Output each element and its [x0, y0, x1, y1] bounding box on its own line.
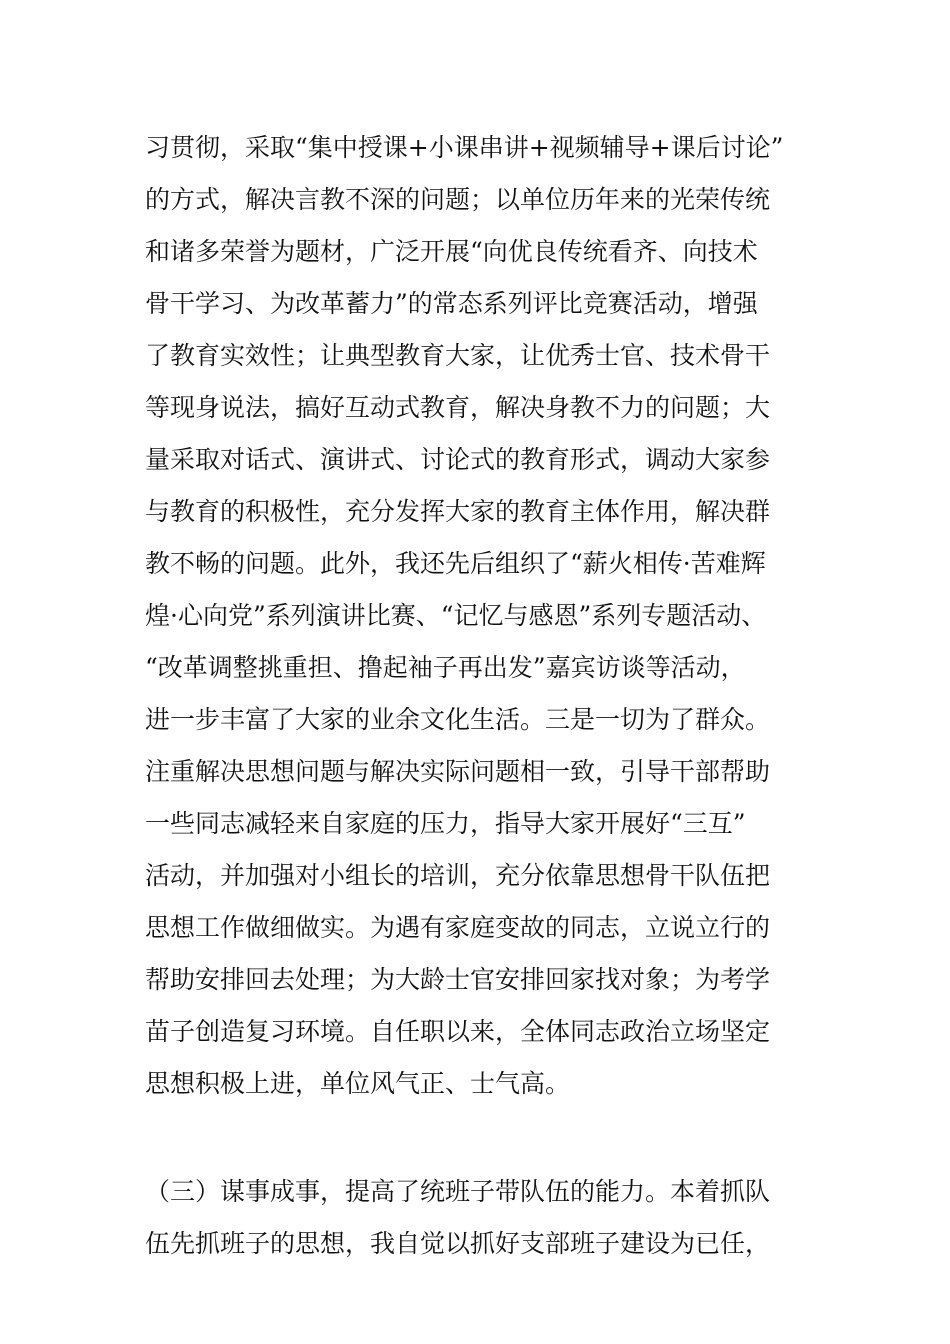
text-line: 等现身说法，搞好互动式教育，解决身教不力的问题；大	[145, 393, 771, 422]
text-line: 注重解决思想问题与解决实际问题相一致，引导干部帮助	[145, 757, 771, 786]
text-line: 帮助安排回去处理；为大龄士官安排回家找对象；为考学	[145, 965, 771, 994]
text-line: 和诸多荣誉为题材，广泛开展“向优良传统看齐、向技术	[145, 237, 758, 266]
text-line: “改革调整挑重担、撸起袖子再出发”嘉宾访谈等活动，	[145, 653, 746, 682]
text-line: 教不畅的问题。此外，我还先后组织了“薪火相传·苦难辉	[145, 549, 766, 578]
text-line: 习贯彻，采取“集中授课+小课串讲+视频辅导+课后讨论”	[145, 133, 784, 162]
text-line: （三）谋事成事，提高了统班子带队伍的能力。本着抓队	[145, 1177, 771, 1206]
text-line: 苗子创造复习环境。自任职以来，全体同志政治立场坚定	[145, 1017, 771, 1046]
text-line: 骨干学习、为改革蓄力”的常态系列评比竞赛活动，增强	[145, 289, 758, 318]
text-line: 思想积极上进，单位风气正、士气高。	[145, 1069, 571, 1098]
text-line: 煌·心向党”系列演讲比赛、“记忆与感恩”系列专题活动、	[145, 601, 767, 630]
text-line: 量采取对话式、演讲式、讨论式的教育形式，调动大家参	[145, 445, 771, 474]
text-line: 进一步丰富了大家的业余文化生活。三是一切为了群众。	[145, 705, 771, 734]
text-line: 伍先抓班子的思想，我自觉以抓好支部班子建设为已任，	[145, 1229, 771, 1258]
text-line: 了教育实效性；让典型教育大家，让优秀士官、技术骨干	[145, 341, 771, 370]
text-line: 与教育的积极性，充分发挥大家的教育主体作用，解决群	[145, 497, 771, 526]
text-line: 活动，并加强对小组长的培训，充分依靠思想骨干队伍把	[145, 861, 771, 890]
text-line: 一些同志减轻来自家庭的压力，指导大家开展好“三互”	[145, 809, 746, 838]
text-line: 思想工作做细做实。为遇有家庭变故的同志，立说立行的	[145, 913, 771, 942]
text-line: 的方式，解决言教不深的问题；以单位历年来的光荣传统	[145, 185, 771, 214]
